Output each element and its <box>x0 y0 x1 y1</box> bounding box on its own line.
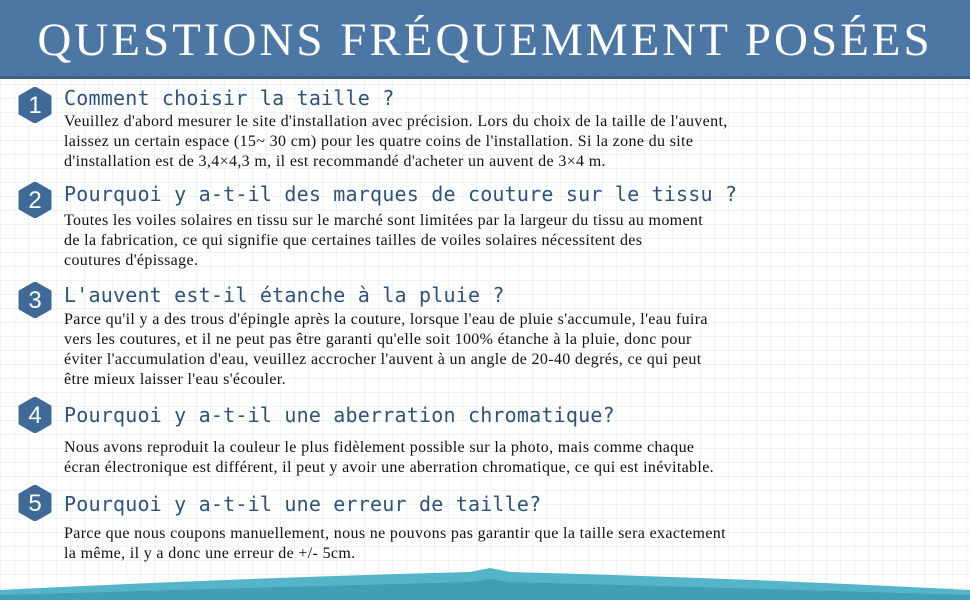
answer-line: la même, il y a donc une erreur de +/- 5cm. <box>64 545 356 562</box>
answer-line: coutures d'épissage. <box>64 252 199 269</box>
answer-line: Veuillez d'abord mesurer le site d'installation avec précision. Lors du choix de la taille de l'auvent, <box>64 113 728 130</box>
answer-line: être mieux laisser l'eau s'écouler. <box>64 371 286 388</box>
bottom-wave-decoration <box>0 568 970 600</box>
faq-question-3: L'auvent est-il étanche à la pluie ? <box>64 283 505 307</box>
number-badge-5 <box>17 485 53 521</box>
faq-answer-3 <box>64 310 934 390</box>
svg-text:2: 2 <box>28 187 42 214</box>
answer-line: laissez un certain espace (15~ 30 cm) pour les quatre coins de l'installation. Si la zone du site <box>64 133 694 150</box>
number-badge-2 <box>17 182 53 218</box>
svg-text:5: 5 <box>28 490 42 517</box>
hexagon-icon <box>17 182 53 218</box>
hexagon-icon <box>17 397 53 433</box>
svg-text:3: 3 <box>28 287 42 314</box>
answer-line: d'installation est de 3,4×4,3 m, il est recommandé d'acheter un auvent de 3×4 m. <box>64 153 606 170</box>
faq-answer-2 <box>64 211 934 271</box>
svg-text:4: 4 <box>28 402 42 429</box>
faq-answer-4 <box>64 438 934 478</box>
faq-question-1: Comment choisir la taille ? <box>64 86 395 110</box>
number-badge-1 <box>17 87 53 123</box>
faq-question-4: Pourquoi y a-t-il une aberration chromatique? <box>64 403 615 427</box>
answer-line: Toutes les voiles solaires en tissu sur le marché sont limitées par la largeur du tissu au moment <box>64 212 704 229</box>
answer-line: Parce qu'il y a des trous d'épingle après la couture, lorsque l'eau de pluie s'accumule, l'eau fuira <box>64 311 708 328</box>
faq-answer-1 <box>64 112 934 172</box>
title-banner <box>0 0 970 76</box>
answer-line: éviter l'accumulation d'eau, veuillez accrocher l'auvent à un angle de 20-40 degrés, ce qui peut <box>64 351 702 368</box>
faq-question-2: Pourquoi y a-t-il des marques de couture sur le tissu ? <box>64 182 738 206</box>
faq-question-5: Pourquoi y a-t-il une erreur de taille? <box>64 492 542 516</box>
number-badge-3 <box>17 282 53 318</box>
number-badge-4 <box>17 397 53 433</box>
svg-text:1: 1 <box>28 92 42 119</box>
answer-line: Parce que nous coupons manuellement, nous ne pouvons pas garantir que la taille sera exactement <box>64 525 726 542</box>
answer-line: de la fabrication, ce qui signifie que certaines tailles de voiles solaires nécessitent des <box>64 232 643 249</box>
hexagon-icon <box>17 282 53 318</box>
hexagon-icon <box>17 485 53 521</box>
page-title: QUESTIONS FRÉQUEMMENT POSÉES <box>37 14 933 66</box>
answer-line: Nous avons reproduit la couleur le plus fidèlement possible sur la photo, mais comme chaque <box>64 439 695 456</box>
answer-line: écran électronique est différent, il peut y avoir une aberration chromatique, ce qui est inévitable. <box>64 459 715 476</box>
hexagon-icon <box>17 87 53 123</box>
faq-answer-5 <box>64 524 934 564</box>
answer-line: vers les coutures, et il ne peut pas être garanti qu'elle soit 100% étanche à la pluie, donc pour <box>64 331 692 348</box>
